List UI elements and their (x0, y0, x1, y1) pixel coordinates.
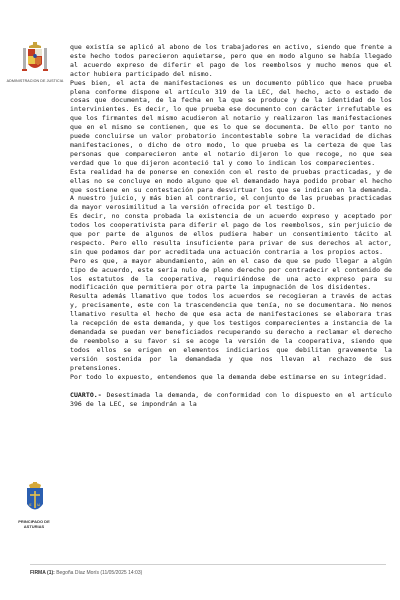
administracion-justicia-label: ADMINISTRACION DE JUSTICIA (6, 79, 64, 83)
paragraph: que existía se aplicó al abono de los trabajadores en activo, siendo que frente a este hecho todos parecieron aquietarse, pero que en modo alguno se había llegado al acuerdo expreso de diferir el pago de los reembolsos y mucho menos que el actor hubiera participado del mismo. (70, 43, 392, 78)
signature-signer: Begoña Díaz Morís (11/05/2025 14:03) (54, 570, 143, 576)
paragraph: Pero es que, a mayor abundamiento, aún en el caso de que se pudo llegar a algún tipo de acuerdo, este sería nulo de pleno derecho por contradecir el contenido de los estatutos de la cooperativa, requiriéndose de una acto expreso para su modificación que permitiera por otra parte la impugnación de los disidentes. (70, 256, 392, 292)
paragraph: Resulta además llamativo que todos los acuerdos se recogieran a través de actas y, precisamente, este con la trascendencia que tenía, no se documentara. No menos llamativo resulta el hecho de que esa acta de manifestaciones se elaborara tras la recepción de esta demanda, y que los testigos comparecientes a instancia de la demandada se puedan ver beneficiados recuperando su derecho a reclamar el derecho de reembolso a su favor si se acoge la versión de la cooperativa, siendo que todos ellos se erigen en elementos indiciarios que debilitan gravemente la versión sostenida por la demandada y que nos llevan al rechazo de sus pretensiones. (70, 292, 392, 372)
spanish-coat-of-arms-icon (22, 42, 48, 76)
cuarto-text: Desestimada la demanda, de conformidad con lo dispuesto en el artículo 396 de la LEC, se impondrán a la (70, 391, 392, 409)
signature-footer (30, 570, 370, 576)
cuarto-paragraph (70, 391, 392, 409)
paragraph: Es decir, no consta probada la existencia de un acuerdo expreso y aceptado por todos los cooperativista para diferir el pago de los reembolsos, sin perjuicio de que por parte de algunos de ellos pudiera haber un consentimiento tácito al respecto. Pero ello resulta insuficiente para privar de sus derechos al actor, sin que podamos dar por acreditada una actuación contraria a los propios actos. (70, 212, 392, 256)
asturias-coat-of-arms-icon (24, 482, 46, 516)
signature-label: FIRMA (1): (30, 570, 55, 576)
svg-text:ω: ω (37, 502, 41, 507)
paragraph: Por todo lo expuesto, entendemos que la demanda debe estimarse en su integridad. (70, 372, 388, 381)
document-body (70, 43, 392, 409)
svg-text:α: α (29, 502, 32, 507)
footer-divider (30, 564, 386, 565)
cuarto-heading: CUARTO.- (70, 391, 102, 400)
paragraph: Pues bien, el acta de manifestaciones es un documento público que hace prueba plena conforme dispone el artículo 319 de la LEC, del hecho, acto o estado de cosas que documenta, de la fecha en la que se produce y de la identidad de los intervinientes. Es decir, lo que prueba ese documento con carácter irrefutable es que los firmantes del mismo acudieron al notario y realizaron las manifestaciones que en el mismo se contienen, que es lo que se documenta. De ello por tanto no puede concluirse un valor probatorio incontestable sobre la veracidad de dichas manifestaciones, o dicho de otro modo, lo que prueba es la certeza de que las personas que comparecieron ante el notario dijeron lo que recoge, no que sea verdad que lo que dijeron aconteció tal y como lo indican los comparecientes. (70, 78, 392, 167)
paragraph: Esta realidad ha de ponerse en conexión con el resto de pruebas practicadas, y de ellas no se concluye en modo alguno que el demandado haya podido probar el hecho que sostiene en su contestación para desvirtuar los que se indican en la demanda. A nuestro juicio, y más bien al contrario, el conjunto de las pruebas practicadas da mayor verosimilitud a la versión ofrecida por el testigo D. (70, 167, 392, 212)
principado-asturias-label: PRINCIPADO DE ASTURIAS (18, 519, 50, 529)
left-margin-column (0, 0, 62, 600)
